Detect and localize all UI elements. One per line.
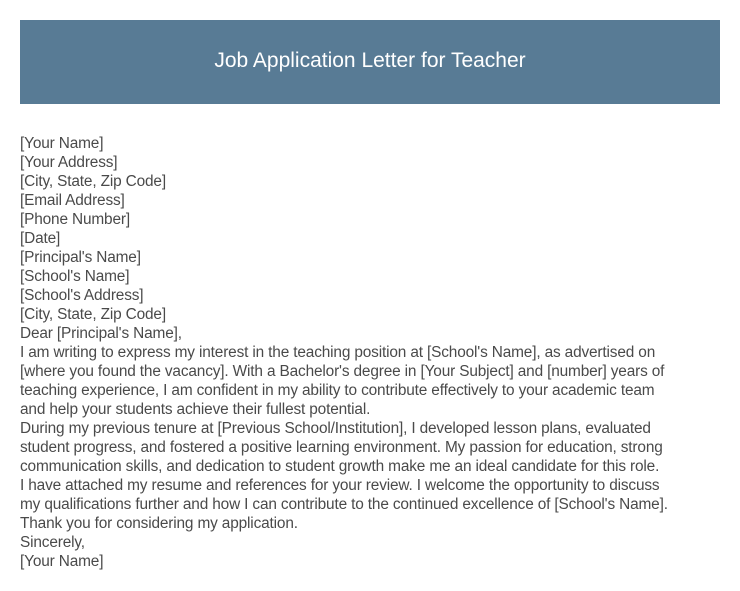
paragraph-line: student progress, and fostered a positive learning environment. My passion for education, strong — [20, 439, 663, 456]
paragraph-line: I have attached my resume and references for your review. I welcome the opportunity to discuss — [20, 477, 660, 494]
paragraph-experience — [20, 419, 720, 476]
paragraph-line: I am writing to express my interest in the teaching position at [School's Name], as advertised on — [20, 344, 656, 361]
paragraph-line: my qualifications further and how I can contribute to the continued excellence of [School's Name]. — [20, 496, 668, 513]
closing: Sincerely, — [20, 534, 85, 551]
recipient-city-state-zip: [City, State, Zip Code] — [20, 306, 166, 323]
recipient-name: [Principal's Name] — [20, 249, 141, 266]
sender-email: [Email Address] — [20, 192, 125, 209]
page-title: Job Application Letter for Teacher — [214, 49, 526, 72]
paragraph-thanks — [20, 514, 720, 533]
recipient-address: [School's Address] — [20, 287, 144, 304]
paragraph-line: teaching experience, I am confident in my ability to contribute effectively to your academic team — [20, 382, 655, 399]
paragraph-line: Thank you for considering my application. — [20, 515, 298, 532]
paragraph-line: During my previous tenure at [Previous School/Institution], I developed lesson plans, evaluated — [20, 420, 651, 437]
signature: [Your Name] — [20, 553, 104, 570]
paragraph-line: [where you found the vacancy]. With a Bachelor's degree in [Your Subject] and [number] years of — [20, 363, 665, 380]
sender-phone: [Phone Number] — [20, 211, 130, 228]
letter-date: [Date] — [20, 230, 61, 247]
page-header — [20, 20, 720, 104]
paragraph-attachments — [20, 476, 720, 514]
sender-city-state-zip: [City, State, Zip Code] — [20, 173, 166, 190]
recipient-school: [School's Name] — [20, 268, 130, 285]
paragraph-line: communication skills, and dedication to student growth make me an ideal candidate for this role. — [20, 458, 660, 475]
paragraph-line: and help your students achieve their fullest potential. — [20, 401, 371, 418]
letter-body — [20, 134, 720, 571]
sender-name: [Your Name] — [20, 135, 104, 152]
salutation: Dear [Principal's Name], — [20, 325, 182, 342]
paragraph-interest — [20, 343, 720, 419]
sender-address: [Your Address] — [20, 154, 118, 171]
